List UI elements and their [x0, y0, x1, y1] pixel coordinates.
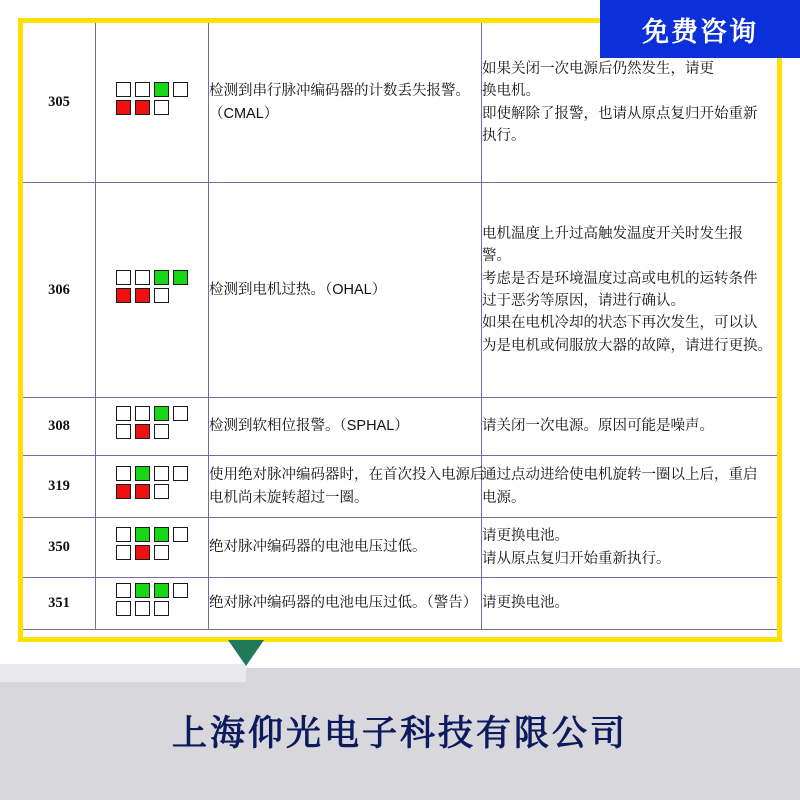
description-line: 绝对脉冲编码器的电池电压过低。 — [209, 539, 427, 556]
action-line: 请更换电池。 — [482, 595, 569, 612]
action-line: 电机温度上升过高触发温度开关时发生报 — [482, 225, 743, 242]
action-line: 换电机。 — [482, 83, 540, 100]
company-watermark: 上海仰光电子科技有限公司 — [171, 714, 628, 753]
free-consultation-banner[interactable] — [600, 0, 800, 58]
alarm-code: 305 — [23, 23, 96, 183]
action-line: 请更换电池。 — [482, 528, 569, 545]
description-line: 检测到串行脉冲编码器的计数丢失报警。 — [209, 83, 470, 100]
description-line: 检测到软相位报警。（SPHAL） — [209, 418, 409, 435]
page-fold-triangle-icon — [228, 640, 264, 666]
description-line: 检测到电机过热。（OHAL） — [209, 281, 387, 298]
action-line: 如果关闭一次电源后仍然发生，请更 — [482, 60, 714, 77]
action-line: 警。 — [482, 248, 511, 265]
page-edge-strip — [0, 664, 246, 682]
action-line: 考虑是否是环境温度过高或电机的运转条件 — [482, 270, 758, 287]
action-line: 请关闭一次电源。原因可能是噪声。 — [482, 418, 714, 435]
alarm-code: 306 — [23, 183, 96, 398]
action-line: 通过点动进给使电机旋转一圈以上后，重启 — [482, 467, 758, 484]
alarm-code: 319 — [23, 456, 96, 518]
action-line: 过于恶劣等原因，请进行确认。 — [482, 293, 685, 309]
description-line: 绝对脉冲编码器的电池电压过低。（警告） — [209, 595, 478, 612]
action-line: 即使解除了报警，也请从原点复归开始重新 — [482, 105, 758, 122]
action-line: 电源。 — [482, 489, 526, 506]
action-line: 执行。 — [482, 127, 526, 144]
action-line: 请从原点复归开始重新执行。 — [482, 550, 671, 567]
highlight-frame — [18, 18, 782, 642]
action-line: 如果在电机冷却的状态下再次发生，可以认 — [482, 315, 758, 332]
description-line: 使用绝对脉冲编码器时，在首次投入电源后 — [209, 467, 485, 484]
alarm-code: 308 — [23, 398, 96, 456]
description-line: （CMAL） — [209, 105, 279, 122]
alarm-code: 351 — [23, 578, 96, 630]
action-line: 为是电机或伺服放大器的故障，请进行更换。 — [482, 337, 772, 354]
alarm-code: 350 — [23, 518, 96, 578]
banner-label: 免费咨询 — [642, 16, 758, 47]
description-line: 电机尚未旋转超过一圈。 — [209, 489, 369, 506]
